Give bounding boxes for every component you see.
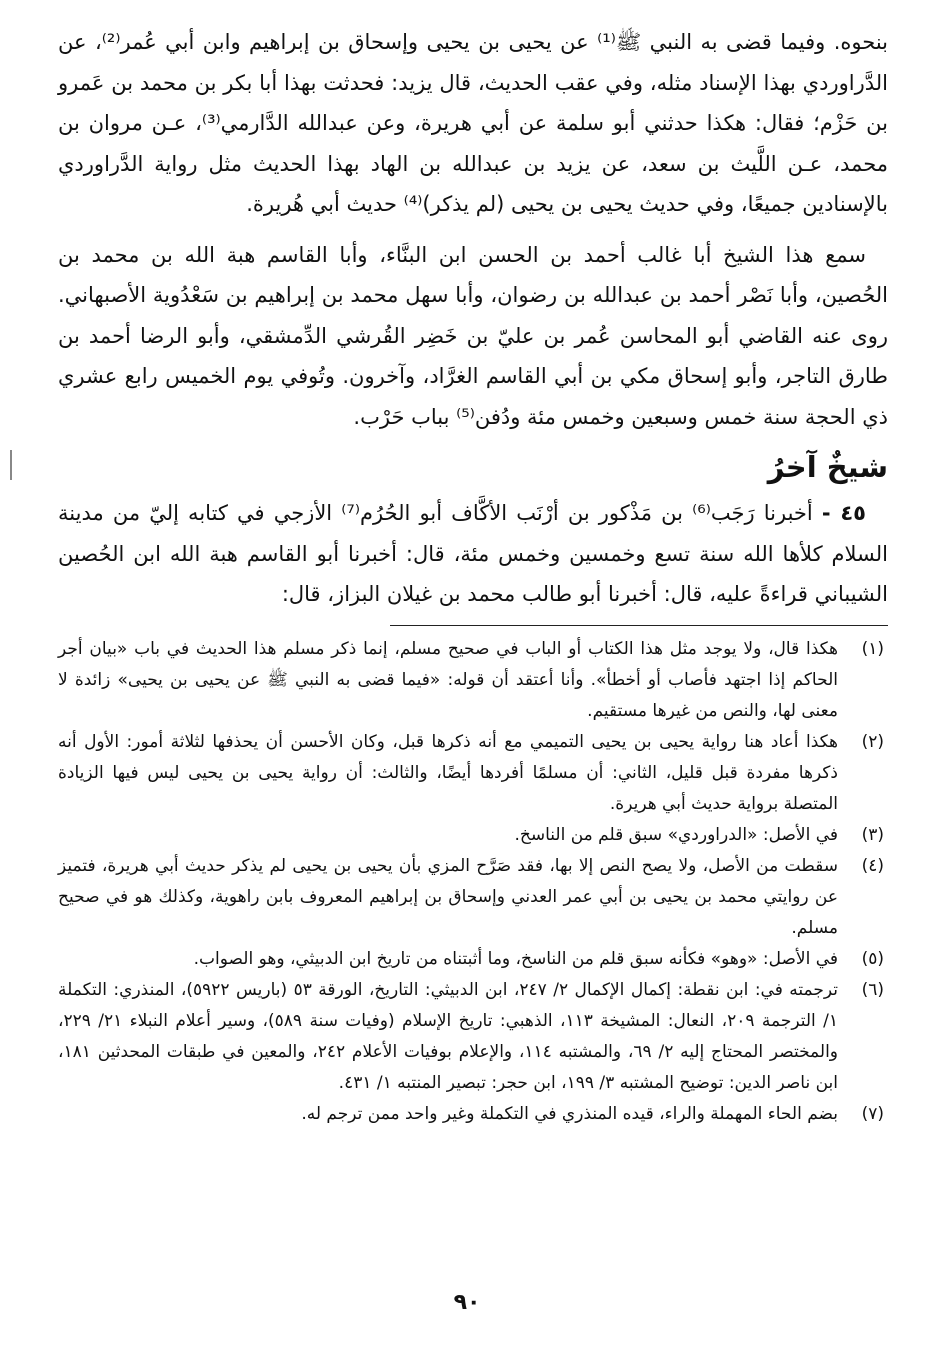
footnote-text: في الأصل: «وهو» فكأنه سبق قلم من الناسخ، وما أثبتناه من تاريخ ابن الدبيثي، وهو الصواب. (193, 948, 838, 969)
footnote (58, 820, 888, 851)
paragraph-gap (58, 225, 888, 235)
footnote-text: سقطت من الأصل، ولا يصح النص إلا بها، فقد صَرَّح المزي بأن يحيى بن يحيى لم يذكر حديث أبي هريرة، فتميز عن روايتي محمد بن يحيى بن أبي عمر العدني وإسحاق بن إبراهيم المعروف بابن راهوية، وكذلك هو في صحيح مسلم. (58, 855, 838, 938)
paragraph-shaykh-biography: سمع هذا الشيخ أبا غالب أحمد بن الحسن ابن البنَّاء، وأبا القاسم هبة الله بن محمد بن الحُصين، وأبا نَصْر أحمد بن عبدالله بن رضوان، وأبا سهل محمد بن إبراهيم بن سَعْدُوية الأصبهاني. روى عنه القاضي أبو المحاسن عُمر بن عليّ بن خَضِر القُرشي الدِّمشقي، وأبو الرضا أحمد بن طارق التاجر، وأبو إسحاق مكي بن أبي القاسم الغرَّاد، وآخرون. وتُوفي يوم الخميس رابع عشري ذي الحجة سنة خمس وسبعين وخمس مئة ودُفن⁽⁵⁾ بباب حَرْب. (58, 242, 888, 429)
footnote (58, 1099, 888, 1130)
footnote-number: (٣) (861, 824, 884, 845)
hadith-45-text: أخبرنا رَجَب⁽⁶⁾ بن مَذْكور بن أرْنَب الأكَّاف أبو الحُرُم⁽⁷⁾ الأزجي في كتابه إليّ من مدينة السلام كلأها الله سنة تسع وخمسين وخمس مئة، قال: أخبرنا أبو القاسم هبة الله ابن الحُصين الشيباني قراءةً عليه، قال: أخبرنا أبو طالب محمد بن غيلان البزاز، قال: (58, 501, 888, 606)
section-heading: شيخٌ آخرُ (767, 450, 888, 484)
footnote-separator (390, 625, 888, 626)
footnote-number: (٤) (861, 855, 884, 876)
footnote-number: (٧) (861, 1103, 884, 1124)
footnote-text: ترجمته في: ابن نقطة: إكمال الإكمال ٢/ ٢٤٧، ابن الدبيثي: التاريخ، الورقة ٥٣ (باريس ٥٩٢٢)، المنذري: التكملة ١/ الترجمة ٢٠٩، النعال: المشيخة ١١٣، الذهبي: تاريخ الإسلام (وفيات سنة ٥٨٩)، وسير أعلام النبلاء ٢١/ ٢٢٩، والمختصر المحتاج إليه ٢/ ٦٩، والمشتبه ١١٤، والإعلام بوفيات الأعلام ٢٤٢، والمعين في طبقات المحدثين ١٨١، ابن ناصر الدين: توضيح المشتبه ٣/ ١٩٩، ابن حجر: تبصير المنتبه ١/ ٤٣١. (58, 979, 839, 1093)
hadith-number: ٤٥ - (821, 501, 866, 525)
footnote-text: بضم الحاء المهملة والراء، قيده المنذري في التكملة وغير واحد ممن ترجم له. (301, 1103, 838, 1124)
footnote-number: (٢) (861, 731, 884, 752)
footnote (58, 851, 888, 944)
page-number: ٩٠ (453, 1290, 481, 1315)
footnote-text: في الأصل: «الدراوردي» سبق قلم من الناسخ. (514, 824, 838, 845)
footnote-text: هكذا أعاد هنا رواية يحيى بن يحيى التميمي مع أنه ذكرها قبل، وكان الأحسن أن يحذفها لثلاثة أمور: الأول أنه ذكرها مفردة قبل قليل، الثاني: أن مسلمًا أفردها أيضًا، والثالث: أن رواية يحيى بن يحيى ليس فيها الزيادة المتصلة برواية حديث أبي هريرة. (58, 731, 838, 814)
footnote (58, 975, 888, 1099)
footnote (58, 634, 888, 727)
paragraph-hadith-45 (58, 493, 888, 615)
footnote (58, 944, 888, 975)
margin-mark (10, 450, 12, 480)
footnote-number: (٦) (861, 979, 884, 1000)
footnote (58, 727, 888, 820)
footnotes (58, 634, 888, 1130)
footnote-number: (١) (861, 638, 884, 659)
main-text (58, 22, 888, 615)
footnote-text: هكذا قال، ولا يوجد مثل هذا الكتاب أو الباب في صحيح مسلم، إنما ذكر مسلم هذا الحديث في باب «بيان أجر الحاكم إذا اجتهد فأصاب أو أخطأ». وأنا أعتقد أن قوله: «فيما قضى به النبي ﷺ عن يحيى بن يحيى» زائدة لا معنى لها، والنص من غيرها مستقيم. (58, 638, 838, 721)
paragraph-hadith-chain: بنحوه. وفيما قضى به النبي ﷺ⁽¹⁾ عن يحيى بن يحيى وإسحاق بن إبراهيم وابن أبي عُمر⁽²⁾، عن الدَّراوردي بهذا الإسناد مثله، وفي عقب الحديث، قال يزيد: فحدثت بهذا أبا بكر بن محمد بن عَمرو بن حَزْم؛ فقال: هكذا حدثني أبو سلمة عن أبي هريرة، وعن عبدالله الدَّارمي⁽³⁾، عـن مروان بن محمد، عـن اللَّيث بن سعد، عن يزيد بن عبدالله بن الهاد بهذا الحديث مثل رواية الدَّراوردي بالإسنادين جميعًا، وفي حديث يحيى بن يحيى (لم يذكر)⁽⁴⁾ حديث أبي هُريرة. (58, 30, 888, 216)
footnote-number: (٥) (861, 948, 884, 969)
